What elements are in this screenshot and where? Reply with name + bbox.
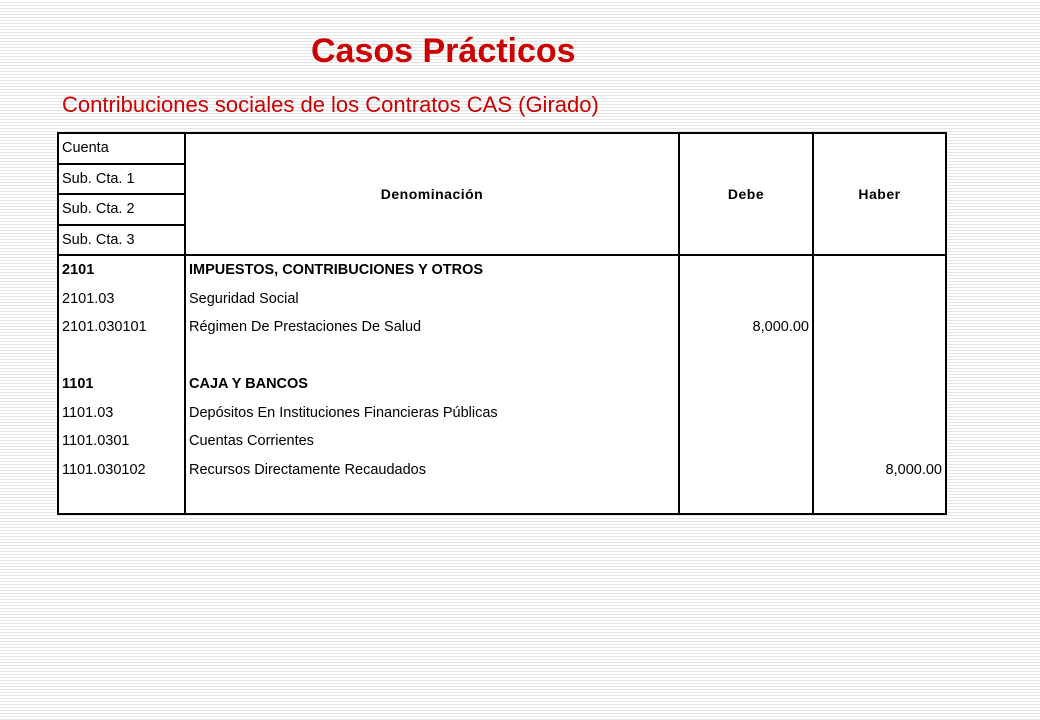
cell-haber (813, 342, 946, 371)
table-row (58, 285, 946, 314)
cell-haber (813, 285, 946, 314)
cell-cuenta: 1101.03 (62, 404, 114, 421)
cell-denominacion (185, 484, 679, 514)
cell-debe (679, 399, 813, 428)
table-row (58, 255, 946, 285)
table-row (58, 342, 946, 371)
header-label-sub-cta-1: Sub. Cta. 1 (58, 164, 185, 195)
table-row (58, 456, 946, 485)
cell-haber: 8,000.00 (813, 456, 946, 485)
cell-denominacion (185, 342, 679, 371)
cell-debe (679, 427, 813, 456)
slide-subtitle: Contribuciones sociales de los Contratos CAS (Girado) (62, 92, 599, 117)
cell-debe (679, 484, 813, 514)
header-debe: Debe (679, 133, 813, 255)
cell-haber (813, 370, 946, 399)
cell-denominacion: Régimen De Prestaciones De Salud (185, 313, 679, 342)
cell-debe (679, 456, 813, 485)
cell-cuenta: 1101.030102 (62, 461, 146, 478)
cell-denominacion: Seguridad Social (185, 285, 679, 314)
cell-denominacion: IMPUESTOS, CONTRIBUCIONES Y OTROS (185, 255, 679, 285)
accounting-entry-table (57, 132, 947, 515)
slide-title: Casos Prácticos (311, 32, 576, 70)
cell-debe (679, 370, 813, 399)
cell-debe (679, 285, 813, 314)
table-row (58, 427, 946, 456)
cell-cuenta: 1101 (62, 376, 94, 393)
cell-debe (679, 255, 813, 285)
cell-haber (813, 427, 946, 456)
header-label-sub-cta-3: Sub. Cta. 3 (58, 225, 185, 256)
cell-haber (813, 313, 946, 342)
cell-debe: 8,000.00 (679, 313, 813, 342)
cell-cuenta: 2101.03 (62, 290, 115, 307)
cell-cuenta (58, 484, 185, 514)
cell-cuenta: 2101.030101 (62, 319, 147, 336)
table-row (58, 399, 946, 428)
cell-haber (813, 255, 946, 285)
table-row (58, 370, 946, 399)
header-label-sub-cta-2: Sub. Cta. 2 (58, 194, 185, 225)
table-row (58, 484, 946, 514)
cell-denominacion: CAJA Y BANCOS (185, 370, 679, 399)
cell-cuenta: 1101.0301 (62, 433, 130, 450)
cell-cuenta: 2101 (62, 262, 95, 279)
cell-denominacion: Cuentas Corrientes (185, 427, 679, 456)
header-row-cuenta (58, 133, 946, 164)
cell-denominacion: Recursos Directamente Recaudados (185, 456, 679, 485)
cell-denominacion: Depósitos En Instituciones Financieras Públicas (185, 399, 679, 428)
cell-haber (813, 399, 946, 428)
table-row (58, 313, 946, 342)
header-label-cuenta: Cuenta (58, 133, 185, 164)
cell-cuenta (58, 342, 185, 371)
cell-haber (813, 484, 946, 514)
header-haber: Haber (813, 133, 946, 255)
header-denominacion: Denominación (185, 133, 679, 255)
cell-debe (679, 342, 813, 371)
